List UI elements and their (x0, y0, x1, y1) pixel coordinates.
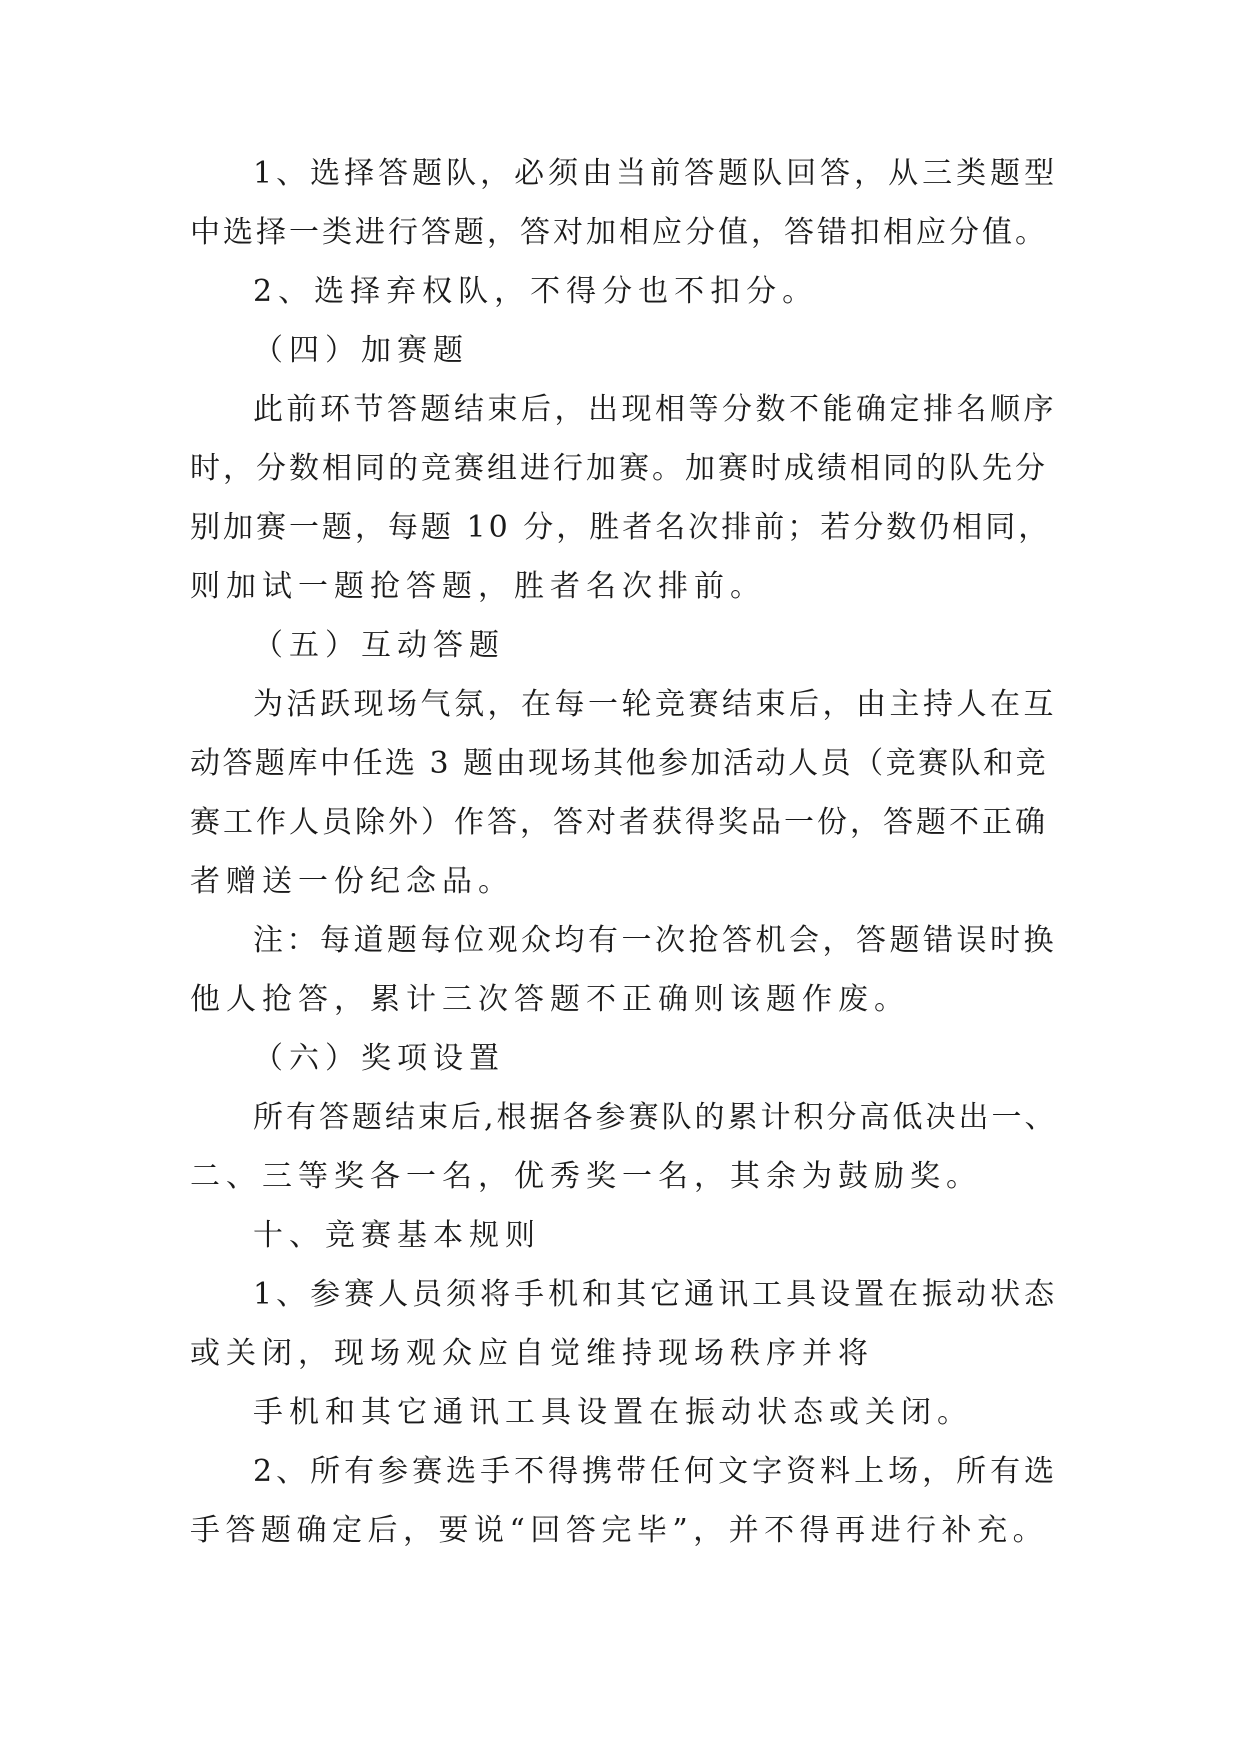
text-line: 赛工作人员除外）作答，答对者获得奖品一份，答题不正确 (190, 805, 1048, 840)
text-line: 或关闭，现场观众应自觉维持现场秩序并将 (190, 1336, 874, 1371)
text-line: 他人抢答，累计三次答题不正确则该题作废。 (190, 982, 910, 1017)
section-heading: （六）奖项设置 (253, 1041, 505, 1076)
text-line: 中选择一类进行答题，答对加相应分值，答错扣相应分值。 (190, 215, 1048, 250)
text-line: 1、选择答题队，必须由当前答题队回答，从三类题型 (253, 156, 1059, 191)
text-line: 手机和其它通讯工具设置在振动状态或关闭。 (253, 1395, 973, 1430)
text-line: 此前环节答题结束后，出现相等分数不能确定排名顺序 (253, 392, 1057, 427)
text-line: 二、三等奖各一名，优秀奖一名，其余为鼓励奖。 (190, 1159, 982, 1194)
text-line: 手答题确定后，要说“回答完毕”，并不得再进行补充。 (190, 1513, 1049, 1548)
text-line: 别加赛一题，每题 10 分，胜者名次排前；若分数仍相同， (190, 510, 1052, 545)
section-heading: 十、竞赛基本规则 (253, 1218, 541, 1253)
text-line: 时，分数相同的竞赛组进行加赛。加赛时成绩相同的队先分 (190, 451, 1048, 486)
section-heading: （五）互动答题 (253, 628, 505, 663)
text-line: 为活跃现场气氛，在每一轮竞赛结束后，由主持人在互 (253, 687, 1057, 722)
text-line: 2、所有参赛选手不得携带任何文字资料上场，所有选 (253, 1454, 1059, 1489)
text-line: 2、选择弃权队，不得分也不扣分。 (253, 274, 819, 309)
text-line: 者赠送一份纪念品。 (190, 864, 514, 899)
text-line: 1、参赛人员须将手机和其它通讯工具设置在振动状态 (253, 1277, 1059, 1312)
text-line: 注：每道题每位观众均有一次抢答机会，答题错误时换 (253, 923, 1057, 958)
text-line: 所有答题结束后,根据各参赛队的累计积分高低决出一、 (253, 1100, 1058, 1135)
section-heading: （四）加赛题 (253, 333, 469, 368)
text-line: 则加试一题抢答题，胜者名次排前。 (190, 569, 766, 604)
text-line: 动答题库中任选 3 题由现场其他参加活动人员（竞赛队和竞 (190, 746, 1049, 781)
